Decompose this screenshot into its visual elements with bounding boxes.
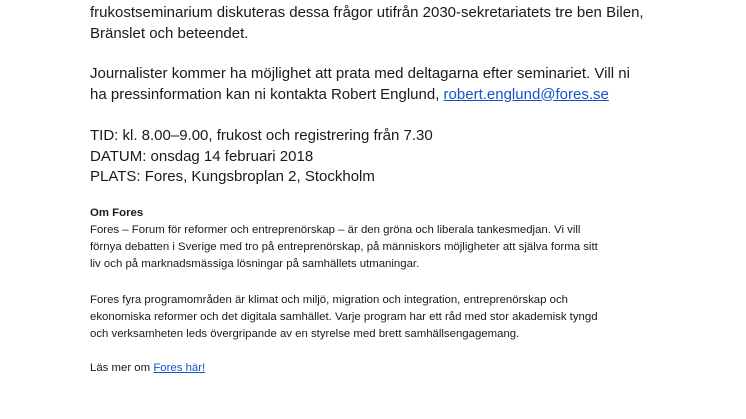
intro-line-2: Bränslet och beteendet. — [90, 24, 249, 42]
press-line-2-text: ha pressinformation kan ni kontakta Robert Englund, — [90, 85, 444, 103]
contact-email-link[interactable]: robert.englund@fores.se — [443, 85, 609, 103]
about-para1-line-3: liv och på marknadsmässiga lösningar på samhällets utmaningar. — [90, 258, 420, 270]
about-para2-line-3: och verksamheten leds övergripande av en styrelse med brett samhällsengagemang. — [90, 328, 520, 340]
press-paragraph — [90, 64, 710, 105]
event-date: DATUM: onsdag 14 februari 2018 — [90, 147, 314, 165]
event-time: TID: kl. 8.00–9.00, frukost och registrering från 7.30 — [90, 127, 433, 144]
about-para1-line-1: Fores – Forum för reformer och entreprenörskap – är den gröna och liberala tankesmedjan. Vi vill — [90, 224, 581, 236]
event-details — [90, 126, 710, 188]
about-section — [90, 205, 710, 273]
intro-line-1: frukostseminarium diskuteras dessa frågor utifrån 2030-sekretariatets tre ben Bilen, — [90, 4, 644, 21]
about-para2-line-1: Fores fyra programområden är klimat och miljö, migration och integration, entreprenörskap och — [90, 294, 568, 306]
read-more-link[interactable]: Fores här! — [153, 362, 206, 374]
intro-paragraph — [90, 3, 710, 44]
event-place: PLATS: Fores, Kungsbroplan 2, Stockholm — [90, 168, 375, 185]
read-more-text: Läs mer om — [90, 362, 154, 374]
read-more-line — [90, 360, 710, 377]
press-line-1: Journalister kommer ha möjlighet att prata med deltagarna efter seminariet. Vill ni — [90, 65, 630, 82]
about-paragraph-2 — [90, 292, 710, 343]
press-line-2 — [90, 85, 710, 106]
about-heading: Om Fores — [90, 207, 144, 219]
read-more — [90, 360, 710, 377]
about-para2-line-2: ekonomiska reformer och det digitala samhället. Varje program har ett råd med stor akademisk tyngd — [90, 311, 598, 323]
about-para1-line-2: förnya debatten i Sverige med tro på entreprenörskap, på människors möjligheter att själva forma sitt — [90, 241, 598, 253]
